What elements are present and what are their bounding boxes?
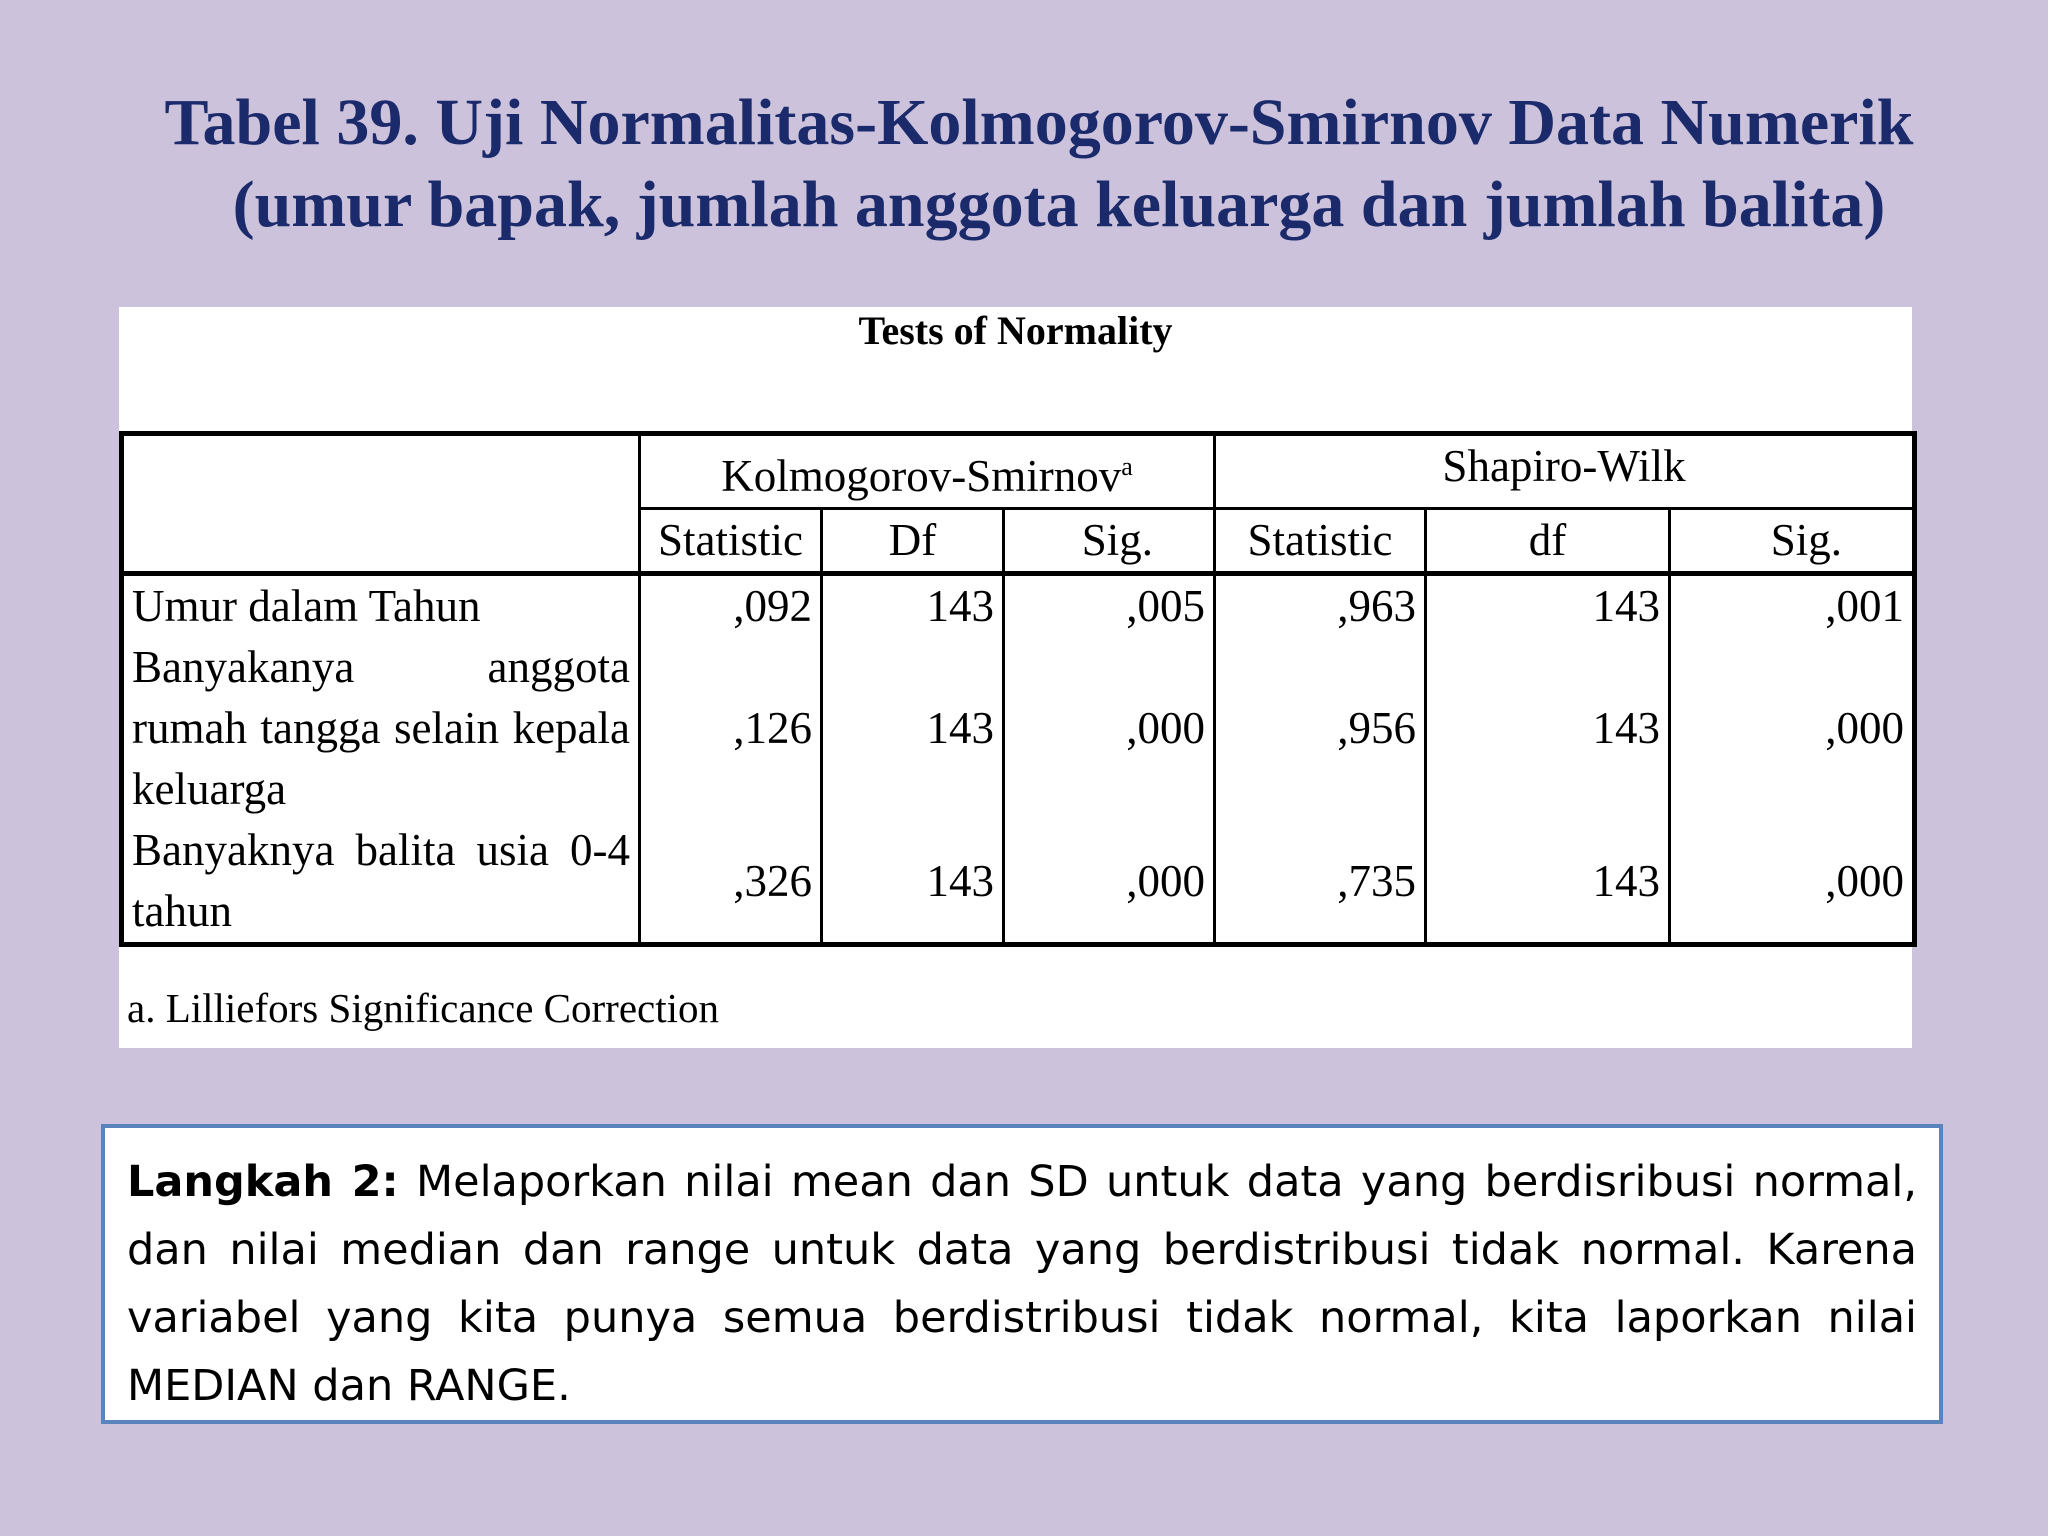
step-note-text: Melaporkan nilai mean dan SD untuk data yang berdisribusi normal, dan nilai median dan range untuk data yang berdistribusi tidak normal. Karena variabel yang kita punya semua berdistribusi tidak normal, kita laporkan nilai MEDIAN dan RANGE.	[127, 1157, 1917, 1411]
col-header-sw-sig: Sig.	[1670, 509, 1915, 574]
slide-title-line-1: Tabel 39. Uji Normalitas-Kolmogorov-Smirnov Data Numerik	[164, 86, 1914, 159]
cell-ks-statistic: ,092	[640, 574, 822, 638]
table-row	[122, 574, 1915, 638]
cell-sw-sig: ,000	[1670, 820, 1915, 945]
cell-sw-statistic: ,963	[1215, 574, 1426, 638]
cell-sw-sig: ,000	[1670, 637, 1915, 820]
cell-sw-sig: ,001	[1670, 574, 1915, 638]
group-header-sw: Shapiro-Wilk	[1215, 434, 1915, 509]
cell-ks-statistic: ,126	[640, 637, 822, 820]
slide-title	[0, 82, 2048, 246]
slide-title-line-2: (umur bapak, jumlah anggota keluarga dan jumlah balita)	[232, 168, 1886, 241]
table-footnote: a. Lilliefors Significance Correction	[127, 985, 720, 1031]
header-row-groups	[122, 434, 1915, 509]
footnote-marker: a	[1121, 452, 1133, 481]
cell-ks-df: 143	[822, 820, 1004, 945]
col-header-sw-df: df	[1426, 509, 1670, 574]
normality-table	[119, 431, 1917, 947]
header-corner-cell	[122, 434, 640, 574]
spss-output-panel	[119, 307, 1912, 1048]
cell-sw-df: 143	[1426, 637, 1670, 820]
cell-sw-df: 143	[1426, 820, 1670, 945]
table-row	[122, 637, 1915, 820]
cell-ks-statistic: ,326	[640, 820, 822, 945]
col-header-sw-statistic: Statistic	[1215, 509, 1426, 574]
col-header-ks-statistic: Statistic	[640, 509, 822, 574]
cell-ks-sig: ,005	[1004, 574, 1215, 638]
cell-ks-df: 143	[822, 637, 1004, 820]
cell-ks-sig: ,000	[1004, 820, 1215, 945]
cell-sw-statistic: ,735	[1215, 820, 1426, 945]
cell-sw-df: 143	[1426, 574, 1670, 638]
table-row	[122, 820, 1915, 945]
step-note-lead: Langkah 2:	[127, 1157, 399, 1207]
cell-sw-statistic: ,956	[1215, 637, 1426, 820]
col-header-ks-sig: Sig.	[1004, 509, 1215, 574]
cell-ks-sig: ,000	[1004, 637, 1215, 820]
row-label: Umur dalam Tahun	[122, 574, 640, 638]
step-note-box	[101, 1124, 1943, 1424]
cell-ks-df: 143	[822, 574, 1004, 638]
col-header-ks-df: Df	[822, 509, 1004, 574]
row-label: Banyaknya balita usia 0-4 tahun	[122, 820, 640, 945]
row-label: Banyakanya anggota rumah tangga selain kepala keluarga	[122, 637, 640, 820]
table-caption: Tests of Normality	[858, 308, 1173, 353]
group-header-ks: Kolmogorov-Smirnov$^a$	[640, 434, 1215, 509]
